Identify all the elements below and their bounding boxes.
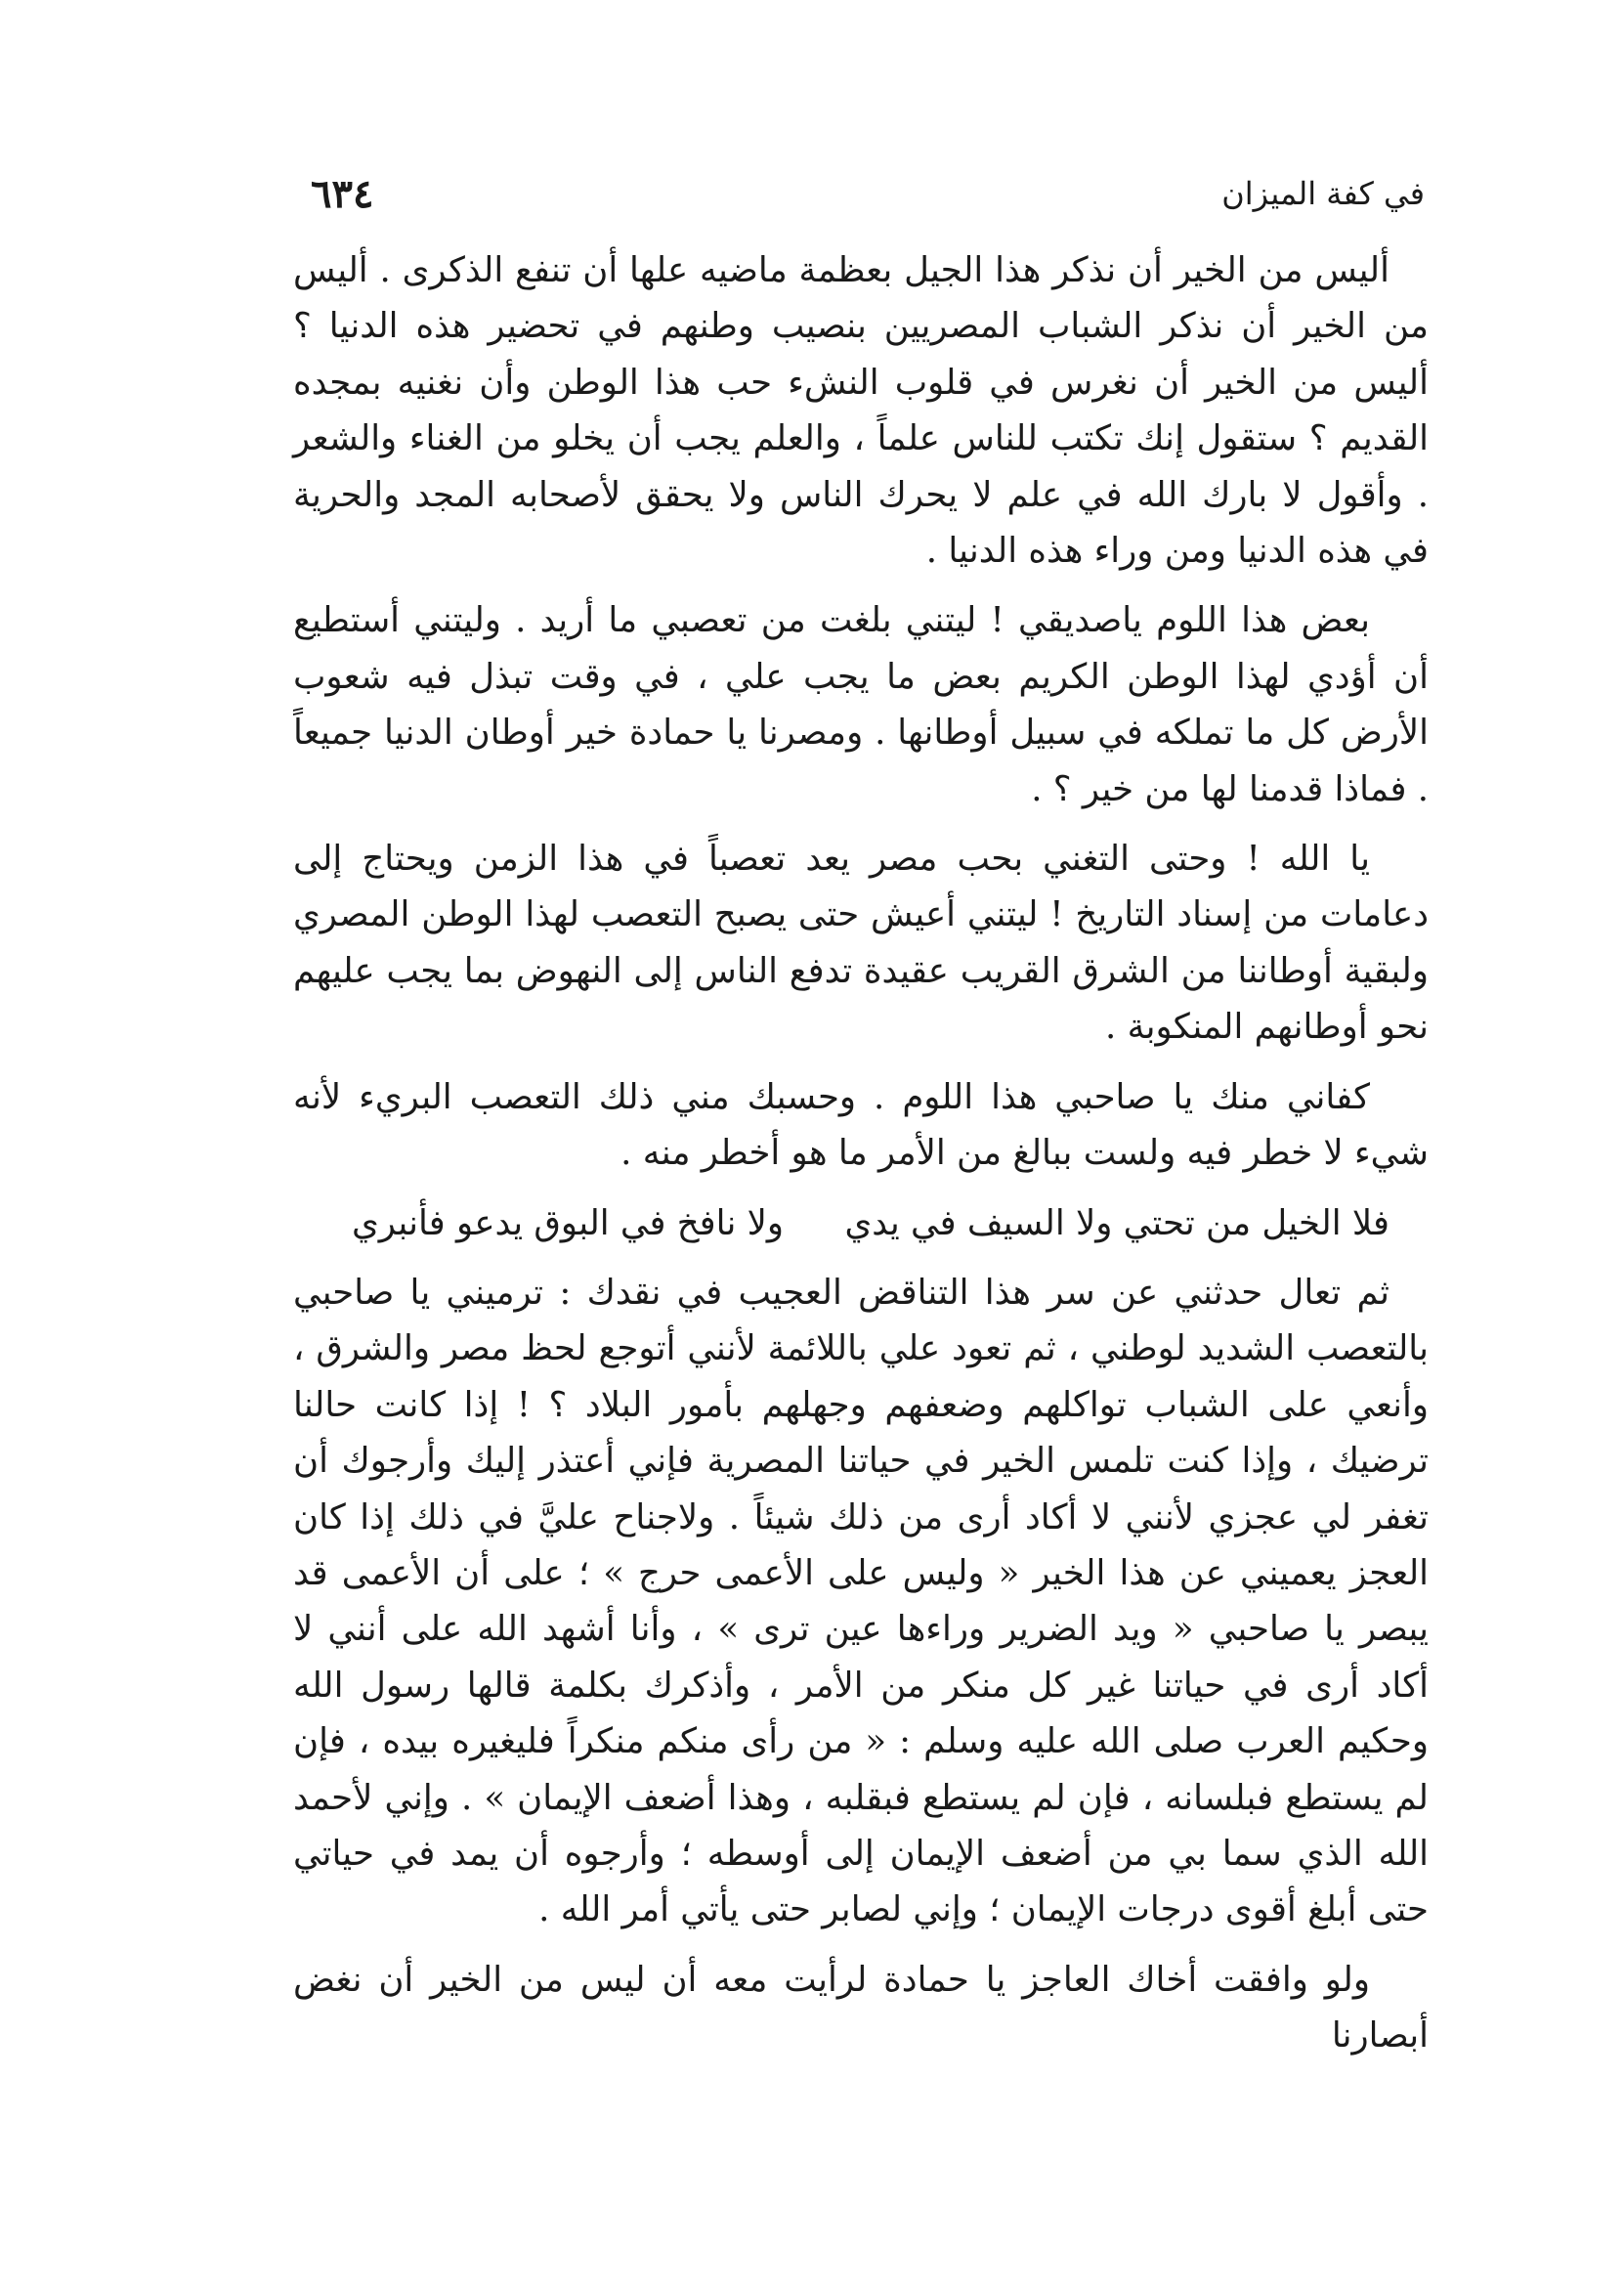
running-title: في كفة الميزان [1221,175,1425,212]
paragraph: بعض هذا اللوم ياصديقي ! ليتني بلغت من تعصبي ما أريد . وليتني أستطيع أن أؤدي لهذا الوطن الكريم بعض ما يجب علي ، في وقت تبذل فيه شعوب الأرض كل ما تملكه في سبيل أوطانها . ومصرنا يا حمادة خير أوطان الدنيا جميعاً . فماذا قدمنا لها من خير ؟ . [293,600,1429,809]
body-text [293,242,1429,2078]
paragraph: ثم تعال حدثني عن سر هذا التناقض العجيب في نقدك : ترميني يا صاحبي بالتعصب الشديد لوطني ، ثم تعود علي باللائمة لأنني أتوجع لحظ مصر والشرق ، وأنعي على الشباب تواكلهم وضعفهم وجهلهم بأمور البلاد ؟ ! إذا كانت حالنا ترضيك ، وإذا كنت تلمس الخير في حياتنا المصرية فإني أعتذر إليك وأرجوك أن تغفر لي عجزي لأنني لا أكاد أرى من ذلك شيئاً . ولاجناح عليَّ في ذلك إذا كان العجز يعميني عن هذا الخير « وليس على الأعمى حرج » ؛ على أن الأعمى قد يبصر يا صاحبي « ويد الضرير وراءها عين ترى » ، وأنا أشهد الله على أنني لا أكاد أرى في حياتنا غير كل منكر من الأمر ، وأذكرك بكلمة قالها رسول الله وحكيم العرب صلى الله عليه وسلم : « من رأى منكم منكراً فليغيره بيده ، فإن لم يستطع فبلسانه ، فإن لم يستطع فبقلبه ، وهذا أضعف الإيمان » . وإني لأحمد الله الذي سما بي من أضعف الإيمان إلى أوسطه ؛ وأرجوه أن يمد في حياتي حتى أبلغ أقوى درجات الإيمان ؛ وإني لصابر حتى يأتي أمر الله . [293,1272,1429,1930]
verse-first-hemistich: فلا الخيل من تحتي ولا السيف في يدي [844,1202,1389,1243]
paragraph: يا الله ! وحتى التغني بحب مصر يعد تعصباً في هذا الزمن ويحتاج إلى دعامات من إسناد التاريخ ! ليتني أعيش حتى يصبح التعصب لهذا الوطن المصري ولبقية أوطاننا من الشرق القريب عقيدة تدفع الناس إلى النهوض بما يجب عليهم نحو أوطانهم المنكوبة . [293,839,1429,1048]
page-number: ٦٣٤ [311,170,374,217]
paragraph: ولو وافقت أخاك العاجز يا حمادة لرأيت معه أن ليس من الخير أن نغض أبصارنا [293,1959,1429,2057]
paragraph: كفاني منك يا صاحبي هذا اللوم . وحسبك مني ذلك التعصب البريء لأنه شيء لا خطر فيه ولست ببالغ من الأمر ما هو أخطر منه . [293,1076,1429,1174]
page-header [311,164,1425,223]
poetry-verse [352,1195,1389,1251]
verse-second-hemistich: ولا نافخ في البوق يدعو فأنبري [352,1202,785,1243]
paragraph: أليس من الخير أن نذكر هذا الجيل بعظمة ماضيه علها أن تنفع الذكرى . أليس من الخير أن نذكر الشباب المصريين بنصيب وطنهم في تحضير هذه الدنيا ؟ أليس من الخير أن نغرس في قلوب النشء حب هذا الوطن وأن نغنيه بمجده القديم ؟ ستقول إنك تكتب للناس علماً ، والعلم يجب أن يخلو من الغناء والشعر . وأقول لا بارك الله في علم لا يحرك الناس ولا يحقق لأصحابه المجد والحرية في هذه الدنيا ومن وراء هذه الدنيا . [293,250,1429,572]
